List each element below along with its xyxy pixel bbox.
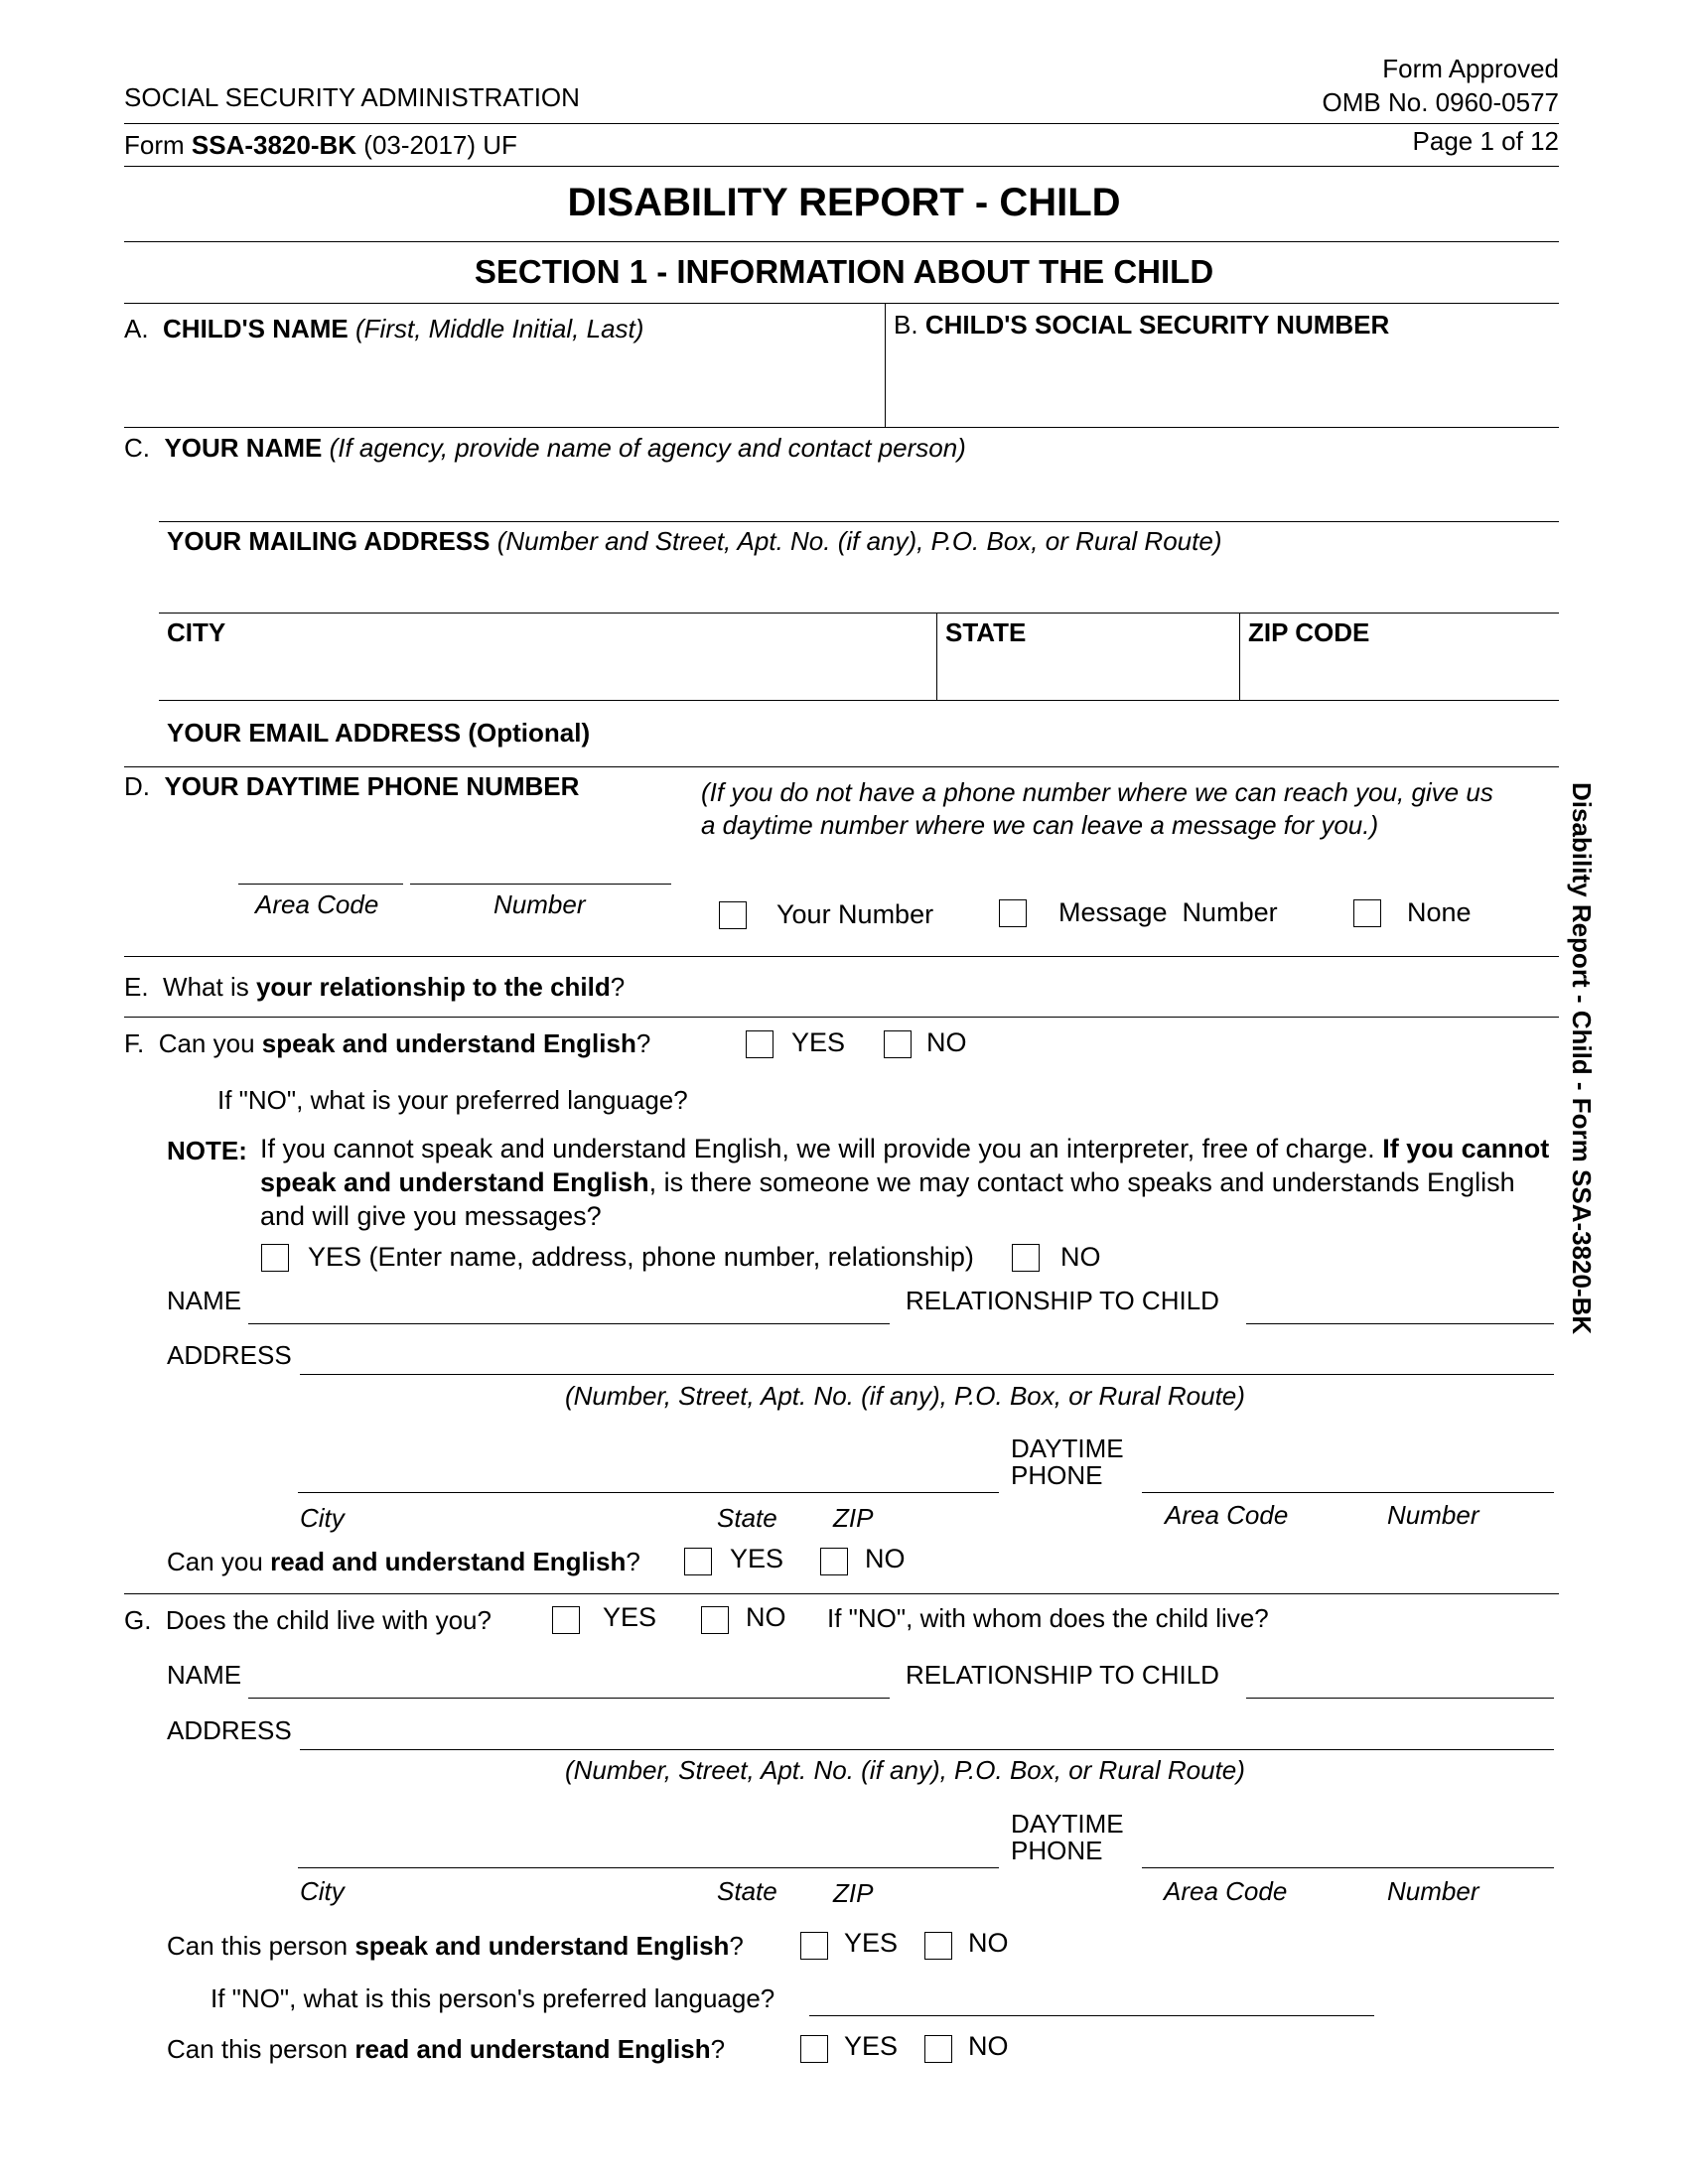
form-approved: Form Approved — [1382, 54, 1559, 83]
contact-no-label: NO — [1060, 1242, 1101, 1272]
header-rule — [124, 123, 1559, 124]
contact-zip-caption: ZIP — [833, 1503, 874, 1533]
contact-state-caption: State — [717, 1503, 777, 1533]
phone-hint-line-2: a daytime number where we can leave a message for you.) — [701, 810, 1379, 840]
read-english-yes-label: YES — [730, 1544, 784, 1573]
your-name-input[interactable] — [159, 467, 1549, 518]
person-language-input[interactable] — [809, 2015, 1374, 2016]
form-id: Form SSA-3820-BK (03-2017) UF — [124, 130, 517, 160]
row-rule — [159, 613, 1559, 614]
page-number: Page 1 of 12 — [1412, 126, 1559, 156]
contact-area-code-caption: Area Code — [1165, 1500, 1289, 1530]
side-label: Disability Report - Child - Form SSA-3820-BK — [1567, 782, 1597, 1335]
phone-hint-line-1: (If you do not have a phone number where we can reach you, give us — [701, 777, 1493, 807]
guardian-city-state-zip-input[interactable] — [298, 1867, 999, 1868]
guardian-relationship-input[interactable] — [1246, 1698, 1554, 1699]
field-divider — [936, 613, 937, 700]
your-number-label: Your Number — [776, 899, 934, 929]
live-with-you-yes-label: YES — [603, 1602, 657, 1632]
speak-english-yes-label: YES — [791, 1027, 846, 1057]
field-divider — [1239, 613, 1240, 700]
section-rule — [124, 303, 1559, 304]
person-speak-yes-checkbox[interactable] — [800, 1932, 828, 1960]
mailing-address-label: YOUR MAILING ADDRESS (Number and Street, Apt. No. (if any), P.O. Box, or Rural Route) — [167, 526, 1222, 556]
note-text: If you cannot speak and understand English, we will provide you an interpreter, free of charge. If you cannot speak and understand English, is there someone we may contact who speaks and understands English and will give you messages? — [260, 1134, 1550, 1231]
guardian-number-caption: Number — [1387, 1876, 1479, 1906]
read-english-no-checkbox[interactable] — [820, 1548, 848, 1575]
contact-address-hint: (Number, Street, Apt. No. (if any), P.O. Box, or Rural Route) — [565, 1381, 1245, 1411]
contact-relationship-input[interactable] — [1246, 1323, 1554, 1324]
zip-label: ZIP CODE — [1248, 617, 1370, 647]
guardian-area-code-caption: Area Code — [1164, 1876, 1288, 1906]
row-rule — [124, 766, 1559, 767]
person-speak-label: Can this person speak and understand English? — [167, 1931, 744, 1961]
contact-yes-checkbox[interactable] — [261, 1244, 289, 1272]
guardian-name-input[interactable] — [248, 1698, 890, 1699]
live-with-question: If "NO", with whom does the child live? — [827, 1603, 1269, 1633]
guardian-state-caption: State — [717, 1876, 777, 1906]
contact-name-label: NAME — [167, 1286, 242, 1315]
field-divider — [885, 303, 886, 427]
guardian-address-hint: (Number, Street, Apt. No. (if any), P.O. Box, or Rural Route) — [565, 1755, 1245, 1785]
area-code-caption: Area Code — [255, 889, 379, 919]
your-number-checkbox[interactable] — [719, 901, 747, 929]
contact-yes-label: YES (Enter name, address, phone number, relationship) — [308, 1242, 974, 1272]
title-rule — [124, 241, 1559, 242]
speak-english-no-label: NO — [926, 1027, 967, 1057]
guardian-name-label: NAME — [167, 1660, 242, 1690]
field-f-label: F. Can you speak and understand English? — [124, 1028, 651, 1058]
none-label: None — [1407, 897, 1472, 927]
row-rule — [124, 1017, 1559, 1018]
area-code-input[interactable] — [238, 884, 403, 885]
email-input[interactable] — [626, 713, 1549, 760]
child-ssn-input[interactable] — [889, 342, 1554, 422]
contact-city-caption: City — [300, 1503, 345, 1533]
relationship-input[interactable] — [655, 968, 1549, 1010]
email-label: YOUR EMAIL ADDRESS (Optional) — [167, 718, 591, 748]
contact-address-label: ADDRESS — [167, 1340, 292, 1370]
person-read-yes-checkbox[interactable] — [800, 2035, 828, 2063]
guardian-relationship-label: RELATIONSHIP TO CHILD — [906, 1660, 1219, 1690]
person-speak-no-label: NO — [968, 1928, 1009, 1958]
row-rule — [159, 521, 1559, 522]
person-read-no-checkbox[interactable] — [924, 2035, 952, 2063]
guardian-daytime-label: DAYTIME — [1011, 1809, 1124, 1839]
field-a-label: A. CHILD'S NAME (First, Middle Initial, Last) — [124, 314, 644, 343]
row-rule — [159, 700, 1559, 701]
guardian-city-caption: City — [300, 1876, 345, 1906]
note-label: NOTE: — [167, 1136, 247, 1165]
person-speak-no-checkbox[interactable] — [924, 1932, 952, 1960]
contact-address-input[interactable] — [300, 1374, 1554, 1375]
none-checkbox[interactable] — [1353, 899, 1381, 927]
header-rule-2 — [124, 166, 1559, 167]
person-read-yes-label: YES — [844, 2031, 899, 2061]
row-rule — [124, 956, 1559, 957]
number-caption: Number — [493, 889, 586, 919]
preferred-language-question: If "NO", what is your preferred language? — [217, 1085, 688, 1115]
row-rule — [124, 427, 1559, 428]
preferred-language-input[interactable] — [720, 1080, 1544, 1120]
field-b-label: B. CHILD'S SOCIAL SECURITY NUMBER — [894, 310, 1390, 340]
person-language-question: If "NO", what is this person's preferred language? — [211, 1983, 775, 2013]
mailing-address-input[interactable] — [159, 558, 1549, 610]
section-title: SECTION 1 - INFORMATION ABOUT THE CHILD — [474, 253, 1214, 290]
state-label: STATE — [945, 617, 1027, 647]
read-english-label: Can you read and understand English? — [167, 1547, 640, 1576]
guardian-phone-input[interactable] — [1142, 1867, 1554, 1868]
field-c-label: C. YOUR NAME (If agency, provide name of agency and contact person) — [124, 433, 966, 463]
contact-number-caption: Number — [1387, 1500, 1479, 1530]
speak-english-no-checkbox[interactable] — [884, 1030, 912, 1058]
contact-name-input[interactable] — [248, 1323, 890, 1324]
contact-relationship-label: RELATIONSHIP TO CHILD — [906, 1286, 1219, 1315]
contact-daytime-label: DAYTIME — [1011, 1433, 1124, 1463]
message-number-checkbox[interactable] — [999, 899, 1027, 927]
agency-name: SOCIAL SECURITY ADMINISTRATION — [124, 82, 580, 112]
contact-city-state-zip-input[interactable] — [298, 1492, 999, 1493]
field-d-label: D. YOUR DAYTIME PHONE NUMBER — [124, 771, 580, 801]
person-read-no-label: NO — [968, 2031, 1009, 2061]
page-title: DISABILITY REPORT - CHILD — [567, 181, 1121, 224]
read-english-no-label: NO — [865, 1544, 906, 1573]
live-with-you-no-label: NO — [746, 1602, 786, 1632]
omb-number: OMB No. 0960-0577 — [1322, 87, 1559, 117]
city-label: CITY — [167, 617, 226, 647]
city-input[interactable] — [161, 650, 930, 696]
phone-number-input[interactable] — [410, 884, 671, 885]
guardian-zip-caption: ZIP — [833, 1878, 874, 1908]
contact-phone-label: PHONE — [1011, 1460, 1103, 1490]
contact-no-checkbox[interactable] — [1012, 1244, 1040, 1272]
zip-input[interactable] — [1243, 650, 1553, 696]
speak-english-yes-checkbox[interactable] — [746, 1030, 774, 1058]
field-e-label: E. What is your relationship to the child? — [124, 972, 626, 1002]
row-rule — [124, 1593, 1559, 1594]
guardian-address-label: ADDRESS — [167, 1715, 292, 1745]
live-with-you-yes-checkbox[interactable] — [552, 1606, 580, 1634]
contact-phone-input[interactable] — [1142, 1492, 1554, 1493]
field-g-label: G. Does the child live with you? — [124, 1605, 492, 1635]
message-number-label: Message Number — [1058, 897, 1278, 927]
live-with-you-no-checkbox[interactable] — [701, 1606, 729, 1634]
person-read-label: Can this person read and understand English? — [167, 2034, 726, 2064]
guardian-address-input[interactable] — [300, 1749, 1554, 1750]
read-english-yes-checkbox[interactable] — [684, 1548, 712, 1575]
person-speak-yes-label: YES — [844, 1928, 899, 1958]
child-name-input[interactable] — [124, 342, 879, 422]
guardian-phone-label: PHONE — [1011, 1836, 1103, 1865]
state-input[interactable] — [940, 650, 1233, 696]
